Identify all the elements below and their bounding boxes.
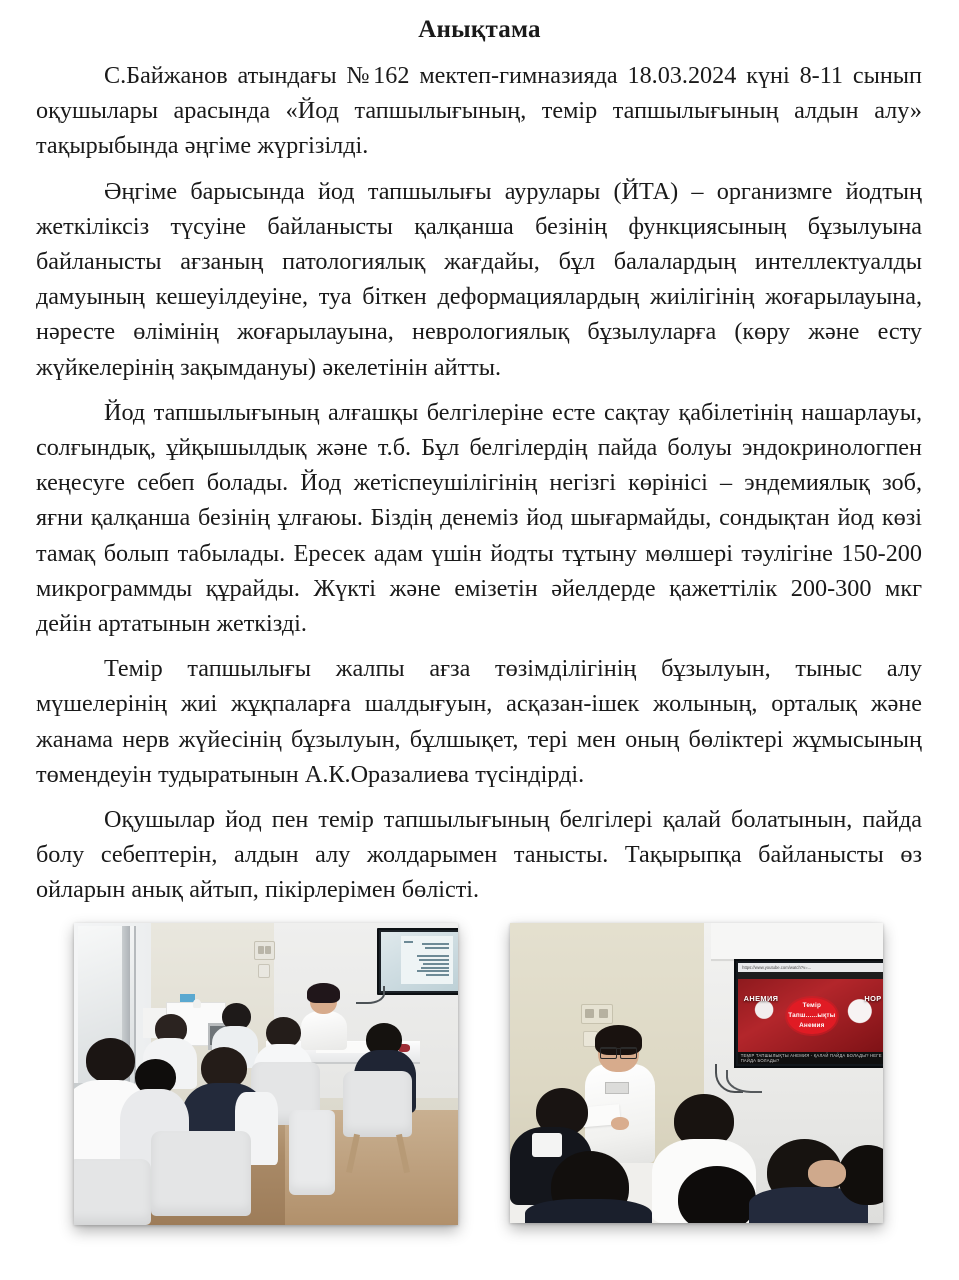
wall-socket-icon <box>581 1004 613 1024</box>
photo-row <box>0 918 959 1248</box>
student-torso <box>525 1199 652 1223</box>
wall-switch-icon <box>258 964 270 978</box>
video-caption-bar <box>738 1052 883 1064</box>
paragraph-2: Әңгіме барысында йод тапшылығы аурулары (ЙТА) – организмге йодтың жеткіліксіз түсуіне байланысты қалқанша безінің функциясының бұзылуына байланысты ағзаның патологиялық жағдайы, бұл балалардың интеллектуалды дамуының кешеуілдеуіне, туа біткен деформациялардың жиілігінің жоғарылауына, нәресте өлімінің жоғарылауына, неврологиялық бұзылуларға (көру және есту жүйкелерінің зақымдануы) әкелетінін айтты. <box>36 177 922 381</box>
desk-lamp <box>193 999 201 1009</box>
tv-screen <box>738 963 883 1064</box>
student-head <box>678 1166 756 1223</box>
chair <box>151 1131 251 1216</box>
wall-socket-icon <box>254 941 274 960</box>
presenter-hand <box>611 1117 630 1131</box>
video-frame <box>738 979 883 1052</box>
document-body <box>36 58 922 908</box>
speaker-coat <box>301 1011 347 1050</box>
browser-url-bar <box>738 963 883 972</box>
student-face <box>808 1160 845 1187</box>
presentation-scene <box>510 923 883 1223</box>
presenter-with-screen-photo <box>510 923 883 1223</box>
video-title-line-1: Темір <box>802 1002 822 1010</box>
wall-tv <box>377 928 458 995</box>
paragraph-4: Темір тапшылығы жалпы ағза төзімділігінің бұзылуын, тыныс алу мүшелерінің жиі жұқпаларға шалдығуын, асқазан-ішек жолының, орталық және жанама нерв жүйесінің бұзылуын, бұлшықет, тері мен оның бөліктері жұмысының төмендеуін тудыратынын А.К.Оразалиева түсіндірді. <box>36 655 922 788</box>
url-text: https://www.youtube.com/watch?v=... <box>742 964 812 970</box>
chair <box>343 1071 412 1137</box>
speaker-hair <box>307 983 339 1003</box>
classroom-scene <box>74 923 458 1225</box>
classroom-audience-photo <box>74 923 458 1225</box>
paragraph-1: С.Байжанов атындағы №162 мектеп-гимназияда 18.03.2024 күні 8-11 сынып оқушылары арасында «Йод тапшылығының, темір тапшылығының алдын алу» тақырыбында әңгіме жүргізілді. <box>36 62 922 160</box>
projector-screen-box <box>711 923 883 961</box>
paragraph-5: Оқушылар йод пен темір тапшылығының белгілері қалай болатынын, пайда болу себептерін, алдын алу жолдарымен танысты. Тақырыпқа байланысты өз ойларын анық айтып, пікірлерімен бөлісті. <box>36 806 922 904</box>
chair <box>74 1159 151 1225</box>
student-head <box>86 1038 136 1083</box>
video-caption-text: ТЕМІР ТАПШЫЛЫҚТЫ АНЕМИЯ - ҚАЛАЙ ПАЙДА БОЛАДЫ? НЕГЕ ПАЙДА БОЛАДЫ? <box>740 1053 882 1064</box>
anemia-label: АНЕМИЯ <box>743 993 779 1003</box>
video-title-circle <box>787 998 836 1034</box>
glasses-bridge <box>600 1048 635 1057</box>
norma-label: НОР <box>864 993 882 1003</box>
tv-slide-document <box>401 936 453 984</box>
page-title: Анықтама <box>418 16 541 43</box>
paragraph-3: Йод тапшылығының алғашқы белгілеріне есте сақтау қабілетінің нашарлауы, солғындық, ұйқышылдық және т.б. Бұл белгілердің пайда болуы эндокринологпен кеңесуге себеп болады. Йод жетіспеушілігінің негізгі көрінісі – эндемиялық зоб, яғни қалқанша безінің ұлғаюы. Біздің денеміз йод шығармайды, сондықтан йод көзі тамақ болып табылады. Ересек адам үшін йодты тұтыну мөлшері тәулігіне 150-200 микрограммды құрайды. Жүкті және емізетін әйелдерде қажеттілік 200-300 мкг дейін артатынын жеткізді. <box>36 398 922 638</box>
video-title-text <box>787 998 836 1034</box>
name-badge <box>605 1082 629 1094</box>
video-title-line-3: Анемия <box>799 1022 825 1030</box>
student-collar <box>532 1133 562 1157</box>
youtube-header-bar <box>738 972 883 979</box>
wall-tv <box>734 959 883 1068</box>
tv-screen <box>381 932 458 991</box>
video-title-line-2: Тапш......ықты <box>788 1012 836 1020</box>
desk-panel <box>289 1110 335 1195</box>
